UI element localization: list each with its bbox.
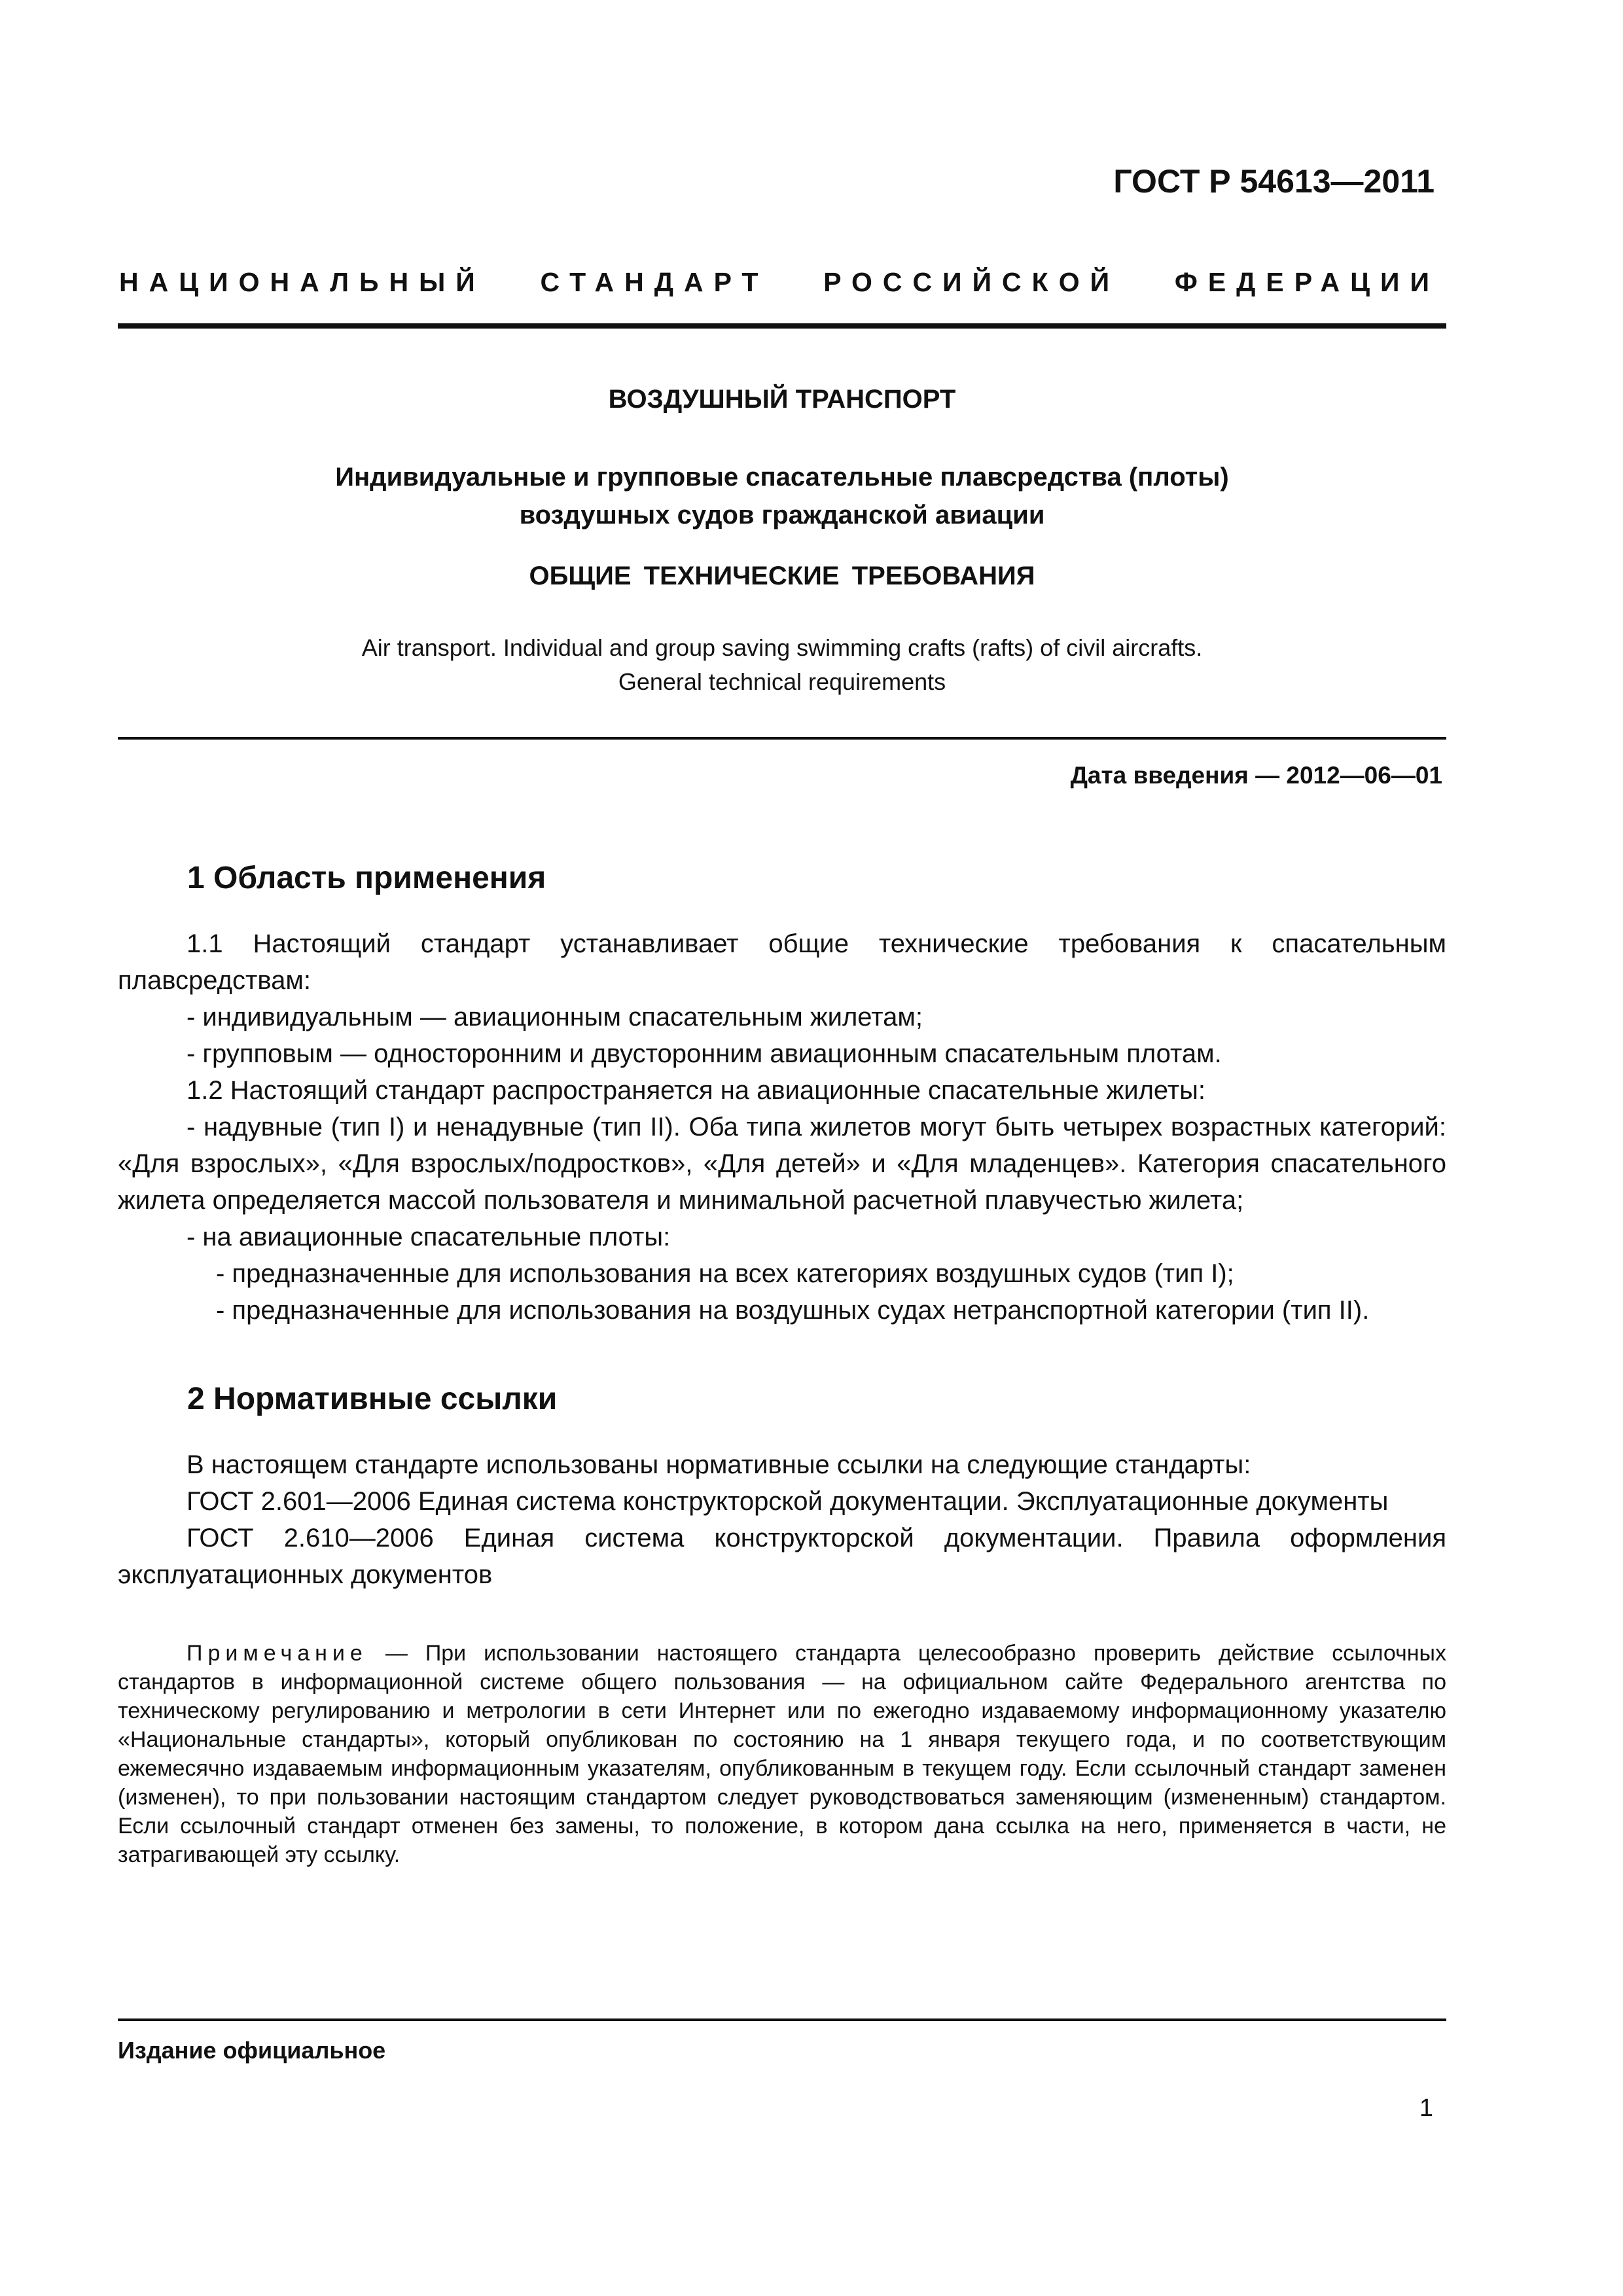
paragraph: 1.2 Настоящий стандарт распространяется на авиационные спасательные жилеты: bbox=[187, 1076, 1206, 1105]
section-2-heading: 2 Нормативные ссылки bbox=[187, 1382, 558, 1416]
note-block bbox=[118, 1639, 1446, 1869]
section-1-body bbox=[118, 925, 1446, 1329]
note-text: — При использовании настоящего стандарта целесообразно проверить действие ссылочных стандартов в информационной системе общего пользования — на официальном сайте Федерального агентства по техническому регулированию и метрологии в сети Интернет или по ежегодно издаваемому информационному указателю «Национальные стандарты», который опубликован по состоянию на 1 января текущего года, и по соответствующим ежемесячно издаваемым информационным указателям, опубликованным в текущем году. Если ссылочный стандарт заменен (изменен), то при пользовании настоящим стандартом следует руководствоваться заменяющим (измененным) стандартом. Если ссылочный стандарт отменен без замены, то положение, в котором дана ссылка на него, применяется в части, не затрагивающей эту ссылку. bbox=[118, 1641, 1446, 1867]
sub-list-item: - предназначенные для использования на воздушных судах нетранспортной категории (тип II). bbox=[216, 1296, 1370, 1325]
note-paragraph bbox=[118, 1639, 1446, 1869]
introduction-date: Дата введения — 2012—06—01 bbox=[1070, 762, 1442, 789]
section-1-heading: 1 Область применения bbox=[187, 861, 546, 895]
note-label: Примечание bbox=[187, 1641, 368, 1666]
document-code: ГОСТ Р 54613—2011 bbox=[1113, 163, 1435, 200]
paragraph: 1.1 Настоящий стандарт устанавливает общие технические требования к спасательным плавсредствам: bbox=[118, 929, 1446, 995]
title-divider bbox=[118, 737, 1446, 740]
banner-word: НАЦИОНАЛЬНЫЙ bbox=[119, 267, 486, 297]
title-general: ОБЩИЕ ТЕХНИЧЕСКИЕ ТРЕБОВАНИЯ bbox=[529, 562, 1035, 590]
header-divider bbox=[118, 323, 1446, 329]
list-item: - индивидуальным — авиационным спасательным жилетам; bbox=[187, 1003, 923, 1031]
edition-label: Издание официальное bbox=[118, 2037, 386, 2064]
reference-item: ГОСТ 2.610—2006 Единая система конструкторской документации. Правила оформления эксплуатационных документов bbox=[118, 1524, 1446, 1589]
sub-list-item: - предназначенные для использования на всех категориях воздушных судов (тип I); bbox=[216, 1259, 1234, 1288]
list-item: - групповым — односторонним и двусторонним авиационным спасательным плотам. bbox=[187, 1039, 1222, 1068]
banner-word: СТАНДАРТ bbox=[540, 267, 769, 297]
banner-word: ФЕДЕРАЦИИ bbox=[1174, 267, 1440, 297]
national-standard-banner bbox=[119, 267, 1440, 298]
footer-divider bbox=[118, 2018, 1446, 2021]
reference-item: ГОСТ 2.601—2006 Единая система конструкторской документации. Эксплуатационные документы bbox=[187, 1487, 1389, 1516]
section-2-body bbox=[118, 1446, 1446, 1593]
subtitle-line: Индивидуальные и групповые спасательные плавсредства (плоты) bbox=[335, 463, 1229, 492]
banner-word: РОССИЙСКОЙ bbox=[823, 267, 1120, 297]
english-title-line: General technical requirements bbox=[618, 668, 946, 695]
subtitle-line: воздушных судов гражданской авиации bbox=[519, 501, 1045, 529]
list-item: - надувные (тип I) и ненадувные (тип II). Оба типа жилетов могут быть четырех возрастных категорий: «Для взрослых», «Для взрослых/подростков», «Для детей» и «Для младенцев». Категория спасательного жилета определяется массой пользователя и минимальной расчетной плавучестью жилета; bbox=[118, 1113, 1446, 1215]
english-title bbox=[118, 631, 1446, 699]
list-item: - на авиационные спасательные плоты: bbox=[187, 1223, 671, 1251]
paragraph: В настоящем стандарте использованы нормативные ссылки на следующие стандарты: bbox=[187, 1450, 1251, 1479]
page-number: 1 bbox=[1419, 2094, 1433, 2122]
english-title-line: Air transport. Individual and group saving swimming crafts (rafts) of civil aircrafts. bbox=[361, 634, 1203, 661]
title-subtitle bbox=[118, 458, 1446, 534]
title-main: ВОЗДУШНЫЙ ТРАНСПОРТ bbox=[608, 385, 956, 414]
